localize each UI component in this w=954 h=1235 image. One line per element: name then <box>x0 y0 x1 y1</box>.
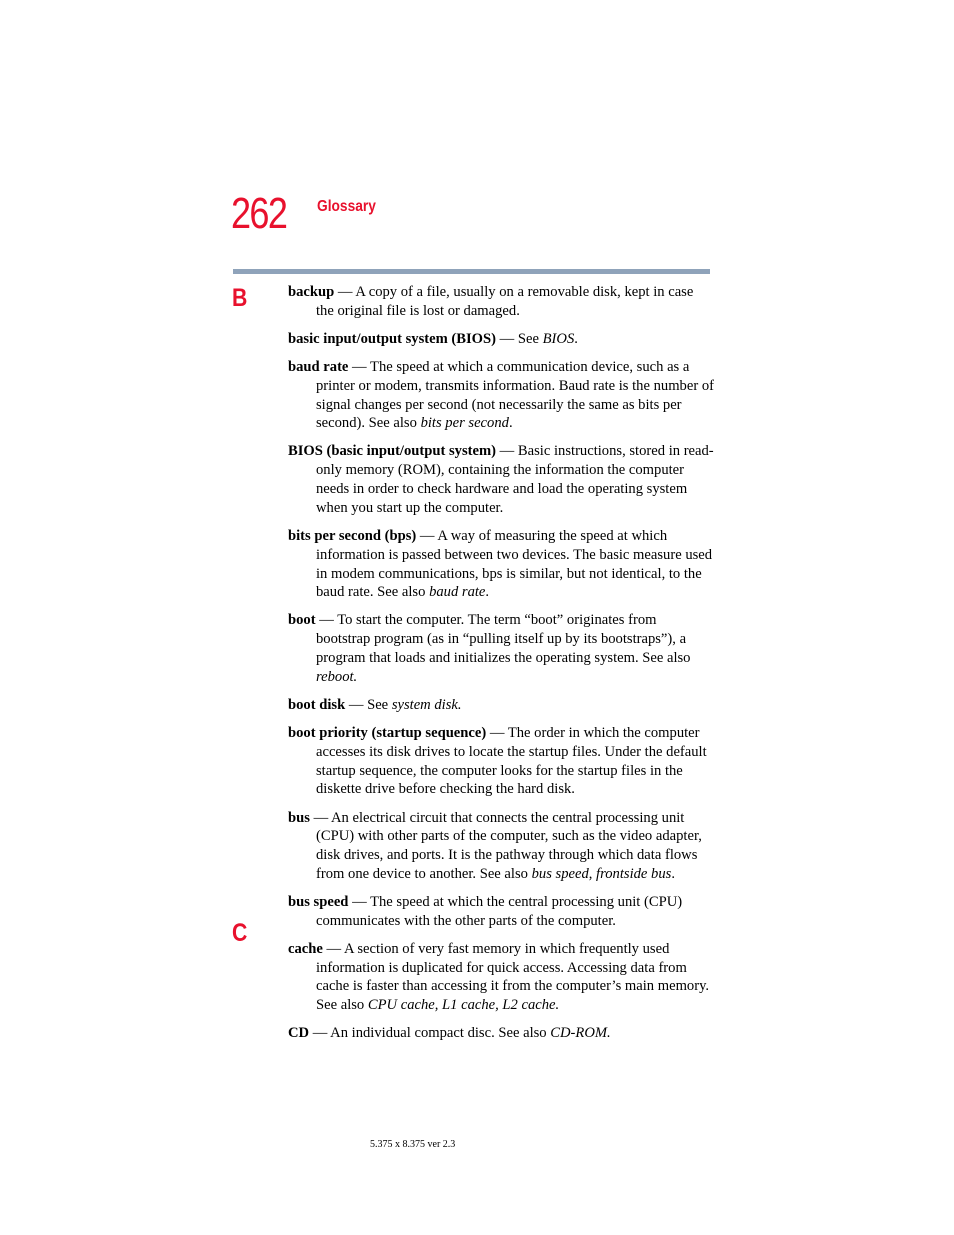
entry-definition: — To start the computer. The term “boot” originates from bootstrap program (as in “pulling itself up by its bootstraps”), a program that loads and initializes the operating system. See also <box>315 612 691 667</box>
cross-reference: bits per second <box>420 415 509 432</box>
section-title: Glossary <box>317 198 376 215</box>
cross-reference: system disk. <box>391 696 462 713</box>
footer-version: 5.375 x 8.375 ver 2.3 <box>370 1139 456 1150</box>
entry-definition: — The speed at which a communication device, such as a printer or modem, transmits information. Baud rate is the number of signal changes per second (not necessarily the same as bits per second). See also <box>316 358 714 432</box>
glossary-entry-bus <box>288 809 714 884</box>
entry-term: BIOS (basic input/output system) <box>288 443 497 460</box>
glossary-entry-bios <box>288 442 714 517</box>
section-letter-b: B <box>232 284 248 312</box>
entry-definition: — See <box>345 696 392 713</box>
cross-reference: BIOS <box>542 330 575 347</box>
entry-tail: , <box>588 865 597 882</box>
glossary-entry-boot-priority <box>288 724 714 799</box>
glossary-entries <box>288 283 714 1052</box>
entry-definition: — The speed at which the central processing unit (CPU) communicates with the other parts of the computer. <box>316 893 683 929</box>
header-rule <box>233 269 710 274</box>
cross-reference: reboot. <box>316 668 358 685</box>
entry-term: boot <box>288 612 316 629</box>
glossary-entry-boot-disk <box>288 696 714 715</box>
cross-reference: frontside bus <box>596 865 672 882</box>
entry-definition: — See <box>496 330 543 347</box>
glossary-entry-backup <box>288 283 714 321</box>
glossary-entry-baud-rate <box>288 358 714 433</box>
glossary-entry-bits-per-second <box>288 527 714 602</box>
section-letter-c: C <box>232 919 248 947</box>
glossary-entry-bus-speed <box>288 893 714 931</box>
entry-definition: — A way of measuring the speed at which information is passed between two devices. The basic measure used in modem communications, bps is similar, but not identical, to the baud rate. See also <box>316 527 713 601</box>
cross-reference: bus speed <box>531 865 589 882</box>
cross-reference: CD-ROM. <box>550 1025 611 1042</box>
glossary-entry-cache <box>288 940 714 1015</box>
entry-term: boot priority (startup sequence) <box>288 725 487 742</box>
cross-reference: baud rate <box>429 584 486 601</box>
glossary-entry-boot <box>288 611 714 686</box>
entry-definition: — The order in which the computer accesses its disk drives to locate the startup files. Under the default startup sequence, the computer looks for the startup files in the diskette drive before checking the hard disk. <box>316 725 707 798</box>
entry-tail: . <box>508 415 513 432</box>
entry-term: bits per second (bps) <box>288 527 417 544</box>
entry-term: bus <box>288 809 310 826</box>
entry-term: boot disk <box>288 696 346 713</box>
cross-reference: CPU cache, L1 cache, L2 cache. <box>367 997 560 1014</box>
entry-tail: . <box>671 865 675 882</box>
entry-term: basic input/output system (BIOS) <box>288 330 497 347</box>
entry-definition: — Basic instructions, stored in read-only memory (ROM), containing the information the computer needs in order to check hardware and load the operating system when you start up the computer. <box>316 443 714 516</box>
entry-definition: — A section of very fast memory in which frequently used information is duplicated for quick access. Accessing data from cache is faster than accessing it from the computer’s main memory. See also <box>316 940 710 1014</box>
glossary-entry-basic-io-system <box>288 330 714 349</box>
page-number: 262 <box>231 189 287 238</box>
entry-term: baud rate <box>288 358 349 375</box>
entry-term: cache <box>288 940 323 957</box>
entry-definition: — A copy of a file, usually on a removable disk, kept in case the original file is lost or damaged. <box>316 284 694 319</box>
entry-term: CD <box>288 1025 310 1042</box>
entry-tail: . <box>574 330 578 347</box>
entry-tail: . <box>485 584 490 601</box>
entry-term: backup <box>288 284 335 300</box>
glossary-entry-cd <box>288 1024 714 1043</box>
entry-definition: — An electrical circuit that connects the central processing unit (CPU) with other parts of the computer, such as the video adapter, disk drives, and ports. It is the pathway through which data flows from one device to another. See also <box>309 809 702 882</box>
entry-term: bus speed <box>288 893 349 910</box>
entry-definition: — An individual compact disc. See also <box>309 1025 551 1042</box>
